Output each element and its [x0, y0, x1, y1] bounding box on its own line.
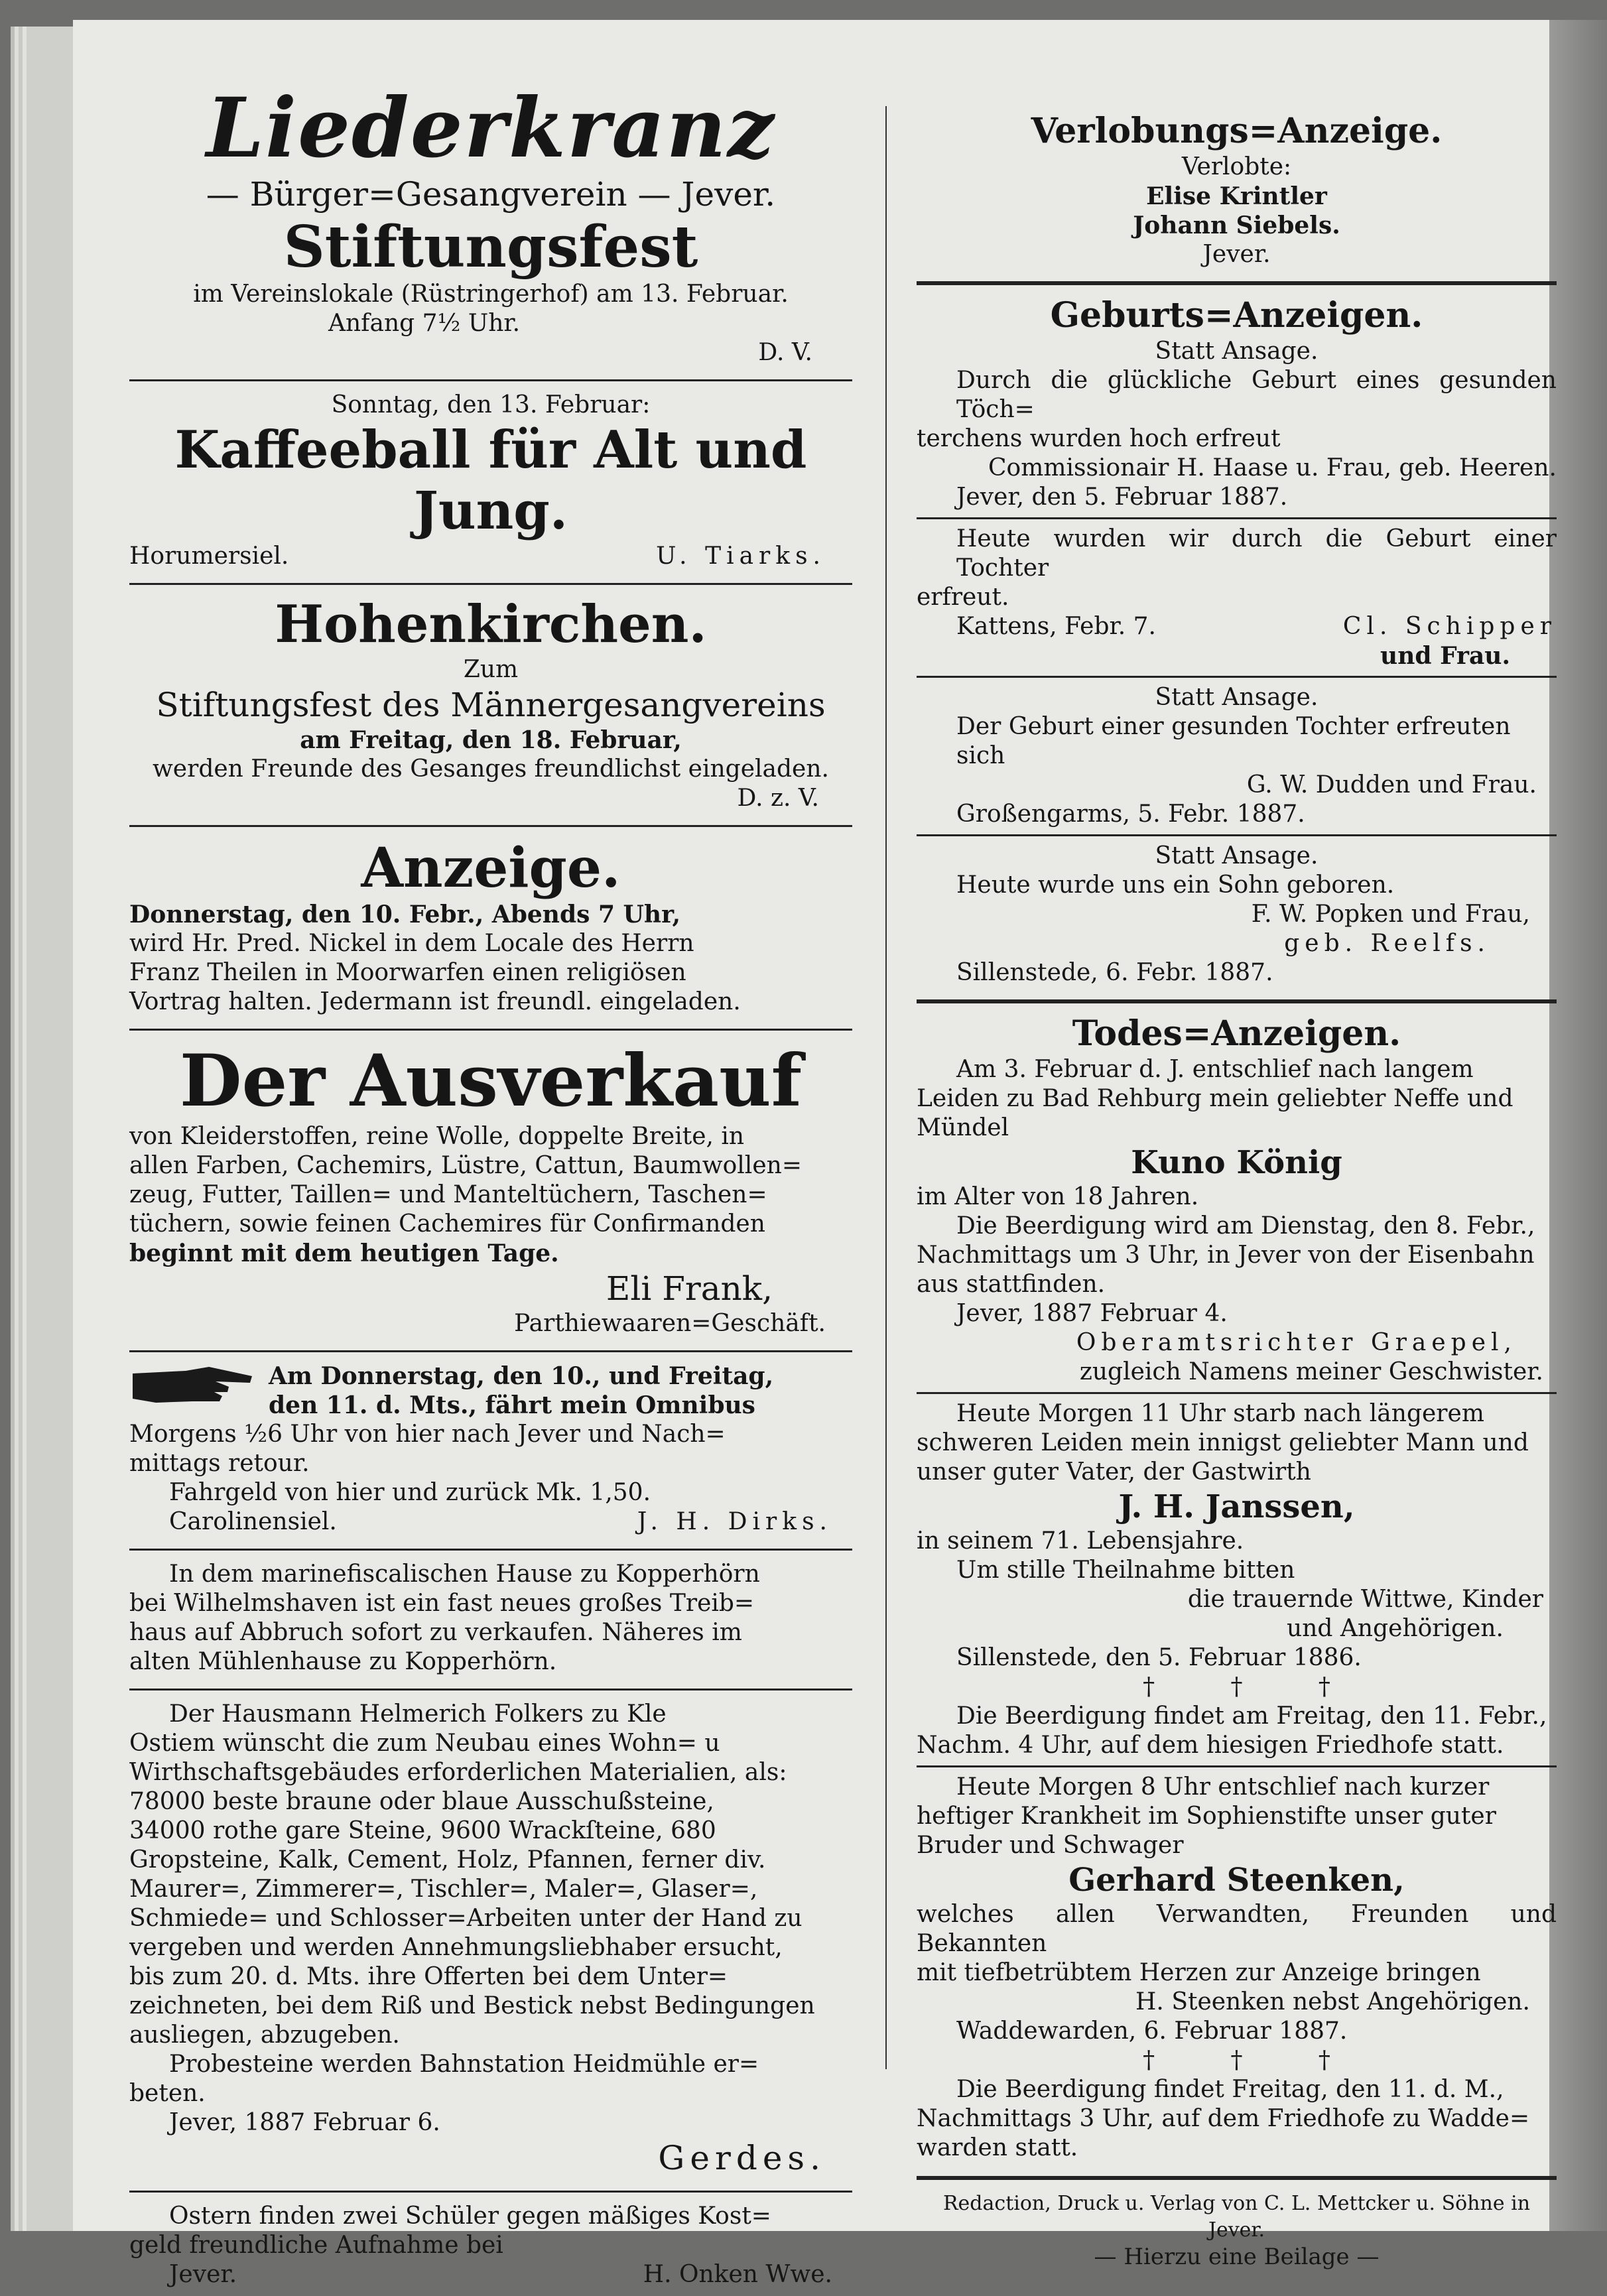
geburt-a2-sign1: Cl. Schipper	[1342, 613, 1557, 640]
rule	[129, 1549, 852, 1551]
liederkranz-subtitle: — Bürger=Gesangverein — Jever.	[206, 175, 776, 214]
ausverkauf-line: tüchern, sowie feinen Cachemires für Confirmanden	[129, 1210, 765, 1238]
omnibus-line3: Morgens ½6 Uhr von hier nach Jever und Nach=	[129, 1421, 726, 1448]
ad-anzeige	[129, 832, 852, 1023]
geburt-a1-line: terchens wurden hoch erfreut	[917, 425, 1281, 452]
anzeige-line: wird Hr. Pred. Nickel in dem Locale des Herrn	[129, 930, 694, 957]
omnibus-footer	[129, 1507, 852, 1537]
todes-t3-line: Bruder und Schwager	[917, 1832, 1184, 1859]
verlobung-name1: Elise Krintler	[1146, 182, 1327, 210]
kaffeeball-heading: Kaffeeball für Alt und Jung.	[174, 420, 807, 541]
ausverkauf-line: allen Farben, Cachemirs, Lüstre, Cattun, Baumwollen=	[129, 1152, 802, 1179]
geburt-a3-date: Großengarms, 5. Febr. 1887.	[956, 800, 1305, 828]
ad-folkers	[129, 1696, 852, 2185]
folkers-line: 78000 beste braune oder blaue Ausschußsteine,	[129, 1788, 714, 1815]
folkers-line: Maurer=, Zimmerer=, Tischler=, Maler=, Glaser=,	[129, 1876, 758, 1903]
right-column	[917, 106, 1557, 2277]
rule	[129, 583, 852, 585]
treibhaus-line: alten Mühlenhause zu Kopperhörn.	[129, 1648, 557, 1675]
ad-treibhaus	[129, 1556, 852, 1683]
imprint	[917, 2187, 1557, 2277]
todes-t3-name: Gerhard Steenken,	[1068, 1862, 1405, 1899]
todes-t3-date: Waddewarden, 6. Februar 1887.	[956, 2017, 1348, 2045]
geburt-a2-line: erfreut.	[917, 584, 1009, 611]
ausverkauf-heading: Der Ausverkauf	[179, 1039, 803, 1123]
folkers-line: Ostiem wünscht die zum Neubau eines Wohn= u	[129, 1730, 720, 1757]
folkers-line: Probesteine werden Bahnstation Heidmühle er=	[169, 2051, 759, 2078]
folkers-line: Gropsteine, Kalk, Cement, Holz, Pfannen, ferner div.	[129, 1846, 766, 1874]
anzeige-line: Donnerstag, den 10. Febr., Abends 7 Uhr,	[129, 901, 680, 928]
geburt-a4-text: Heute wurde uns ein Sohn geboren.	[956, 871, 1395, 899]
geburt-a2-footer	[917, 612, 1557, 641]
omnibus-sign: J. H. Dirks.	[637, 1508, 832, 1535]
geburt-a2-sign2: und Frau.	[1380, 642, 1510, 670]
omnibus-fare: Fahrgeld von hier und zurück Mk. 1,50.	[169, 1479, 651, 1506]
todes-t3-text: welches allen Verwandten, Freunden und Bekannten	[917, 1901, 1557, 1957]
treibhaus-line: haus auf Abbruch sofort zu verkaufen. Näheres im	[129, 1619, 742, 1646]
liederkranz-title: Liederkranz	[206, 80, 776, 176]
todes-t1-line: Am 3. Februar d. J. entschlief nach langem	[956, 1056, 1474, 1083]
treibhaus-line: In dem marinefiscalischen Hause zu Kopperhörn	[169, 1561, 760, 1588]
liederkranz-line2: Anfang 7½ Uhr.	[328, 310, 521, 337]
verlobung-name2: Johann Siebels.	[1133, 212, 1340, 239]
todes-t2-line: schweren Leiden mein innigst geliebter Mann und	[917, 1429, 1529, 1456]
ausverkauf-line: zeug, Futter, Taillen= und Manteltüchern, Taschen=	[129, 1181, 767, 1208]
ad-omnibus	[129, 1358, 852, 1543]
todes-t1-burial: aus stattfinden.	[917, 1271, 1106, 1298]
rule	[917, 517, 1557, 519]
todes-t1-burial: Nachmittags um 3 Uhr, in Jever von der Eisenbahn	[917, 1242, 1535, 1269]
folkers-sign: Gerdes.	[658, 2139, 826, 2177]
pointing-hand-icon	[129, 1362, 255, 1408]
folkers-line: beten.	[129, 2080, 206, 2107]
todes-t2-line: Heute Morgen 11 Uhr starb nach längerem	[956, 1400, 1484, 1427]
geburt-a4-sign1: F. W. Popken und Frau,	[1251, 901, 1530, 928]
geburt-heading: Geburts=Anzeigen.	[1050, 295, 1423, 336]
ad-liederkranz	[129, 80, 852, 374]
geburt-a2-place: Kattens, Febr. 7.	[956, 613, 1156, 640]
todes-t3-sign: H. Steenken nebst Angehörigen.	[1135, 1988, 1530, 2015]
hohenkirchen-invite: werden Freunde des Gesanges freundlichst eingeladen.	[152, 755, 829, 783]
folkers-line: 34000 rothe gare Steine, 9600 Wrackſteine, 680	[129, 1817, 716, 1844]
folkers-line: Wirthschaftsgebäudes erforderlichen Materialien, als:	[129, 1759, 787, 1786]
geburt-a1-sign: Commissionair H. Haase u. Frau, geb. Heeren.	[988, 454, 1557, 481]
omnibus-line1: Am Donnerstag, den 10., und Freitag,	[269, 1362, 774, 1390]
rule	[917, 834, 1557, 836]
todes-t3-line: Heute Morgen 8 Uhr entschlief nach kurzer	[956, 1773, 1490, 1801]
todes-t1-date: Jever, 1887 Februar 4.	[956, 1300, 1228, 1327]
todes-t2-crosses: † † †	[1143, 1673, 1330, 1700]
verlobung-heading: Verlobungs=Anzeige.	[1031, 111, 1443, 151]
geburt-a4-sign2: geb. Reelfs.	[1284, 930, 1490, 957]
todes-t1-name: Kuno König	[1131, 1144, 1342, 1181]
ausverkauf-firm: Parthiewaaren=Geschäft.	[514, 1310, 826, 1337]
rule	[917, 2176, 1557, 2180]
todes-t1-burial: Die Beerdigung wird am Dienstag, den 8. Febr.,	[956, 1212, 1535, 1240]
todes-t3-text: mit tiefbetrübtem Herzen zur Anzeige bringen	[917, 1959, 1481, 1986]
folkers-line: zeichneten, bei dem Riß und Bestick nebst Bedingungen	[129, 1992, 815, 2019]
folkers-line: vergeben und werden Annehmungsliebhaber ersucht,	[129, 1934, 783, 1961]
todes-t2-burial: Die Beerdigung findet am Freitag, den 11. Febr.,	[956, 1702, 1547, 1730]
anzeige-heading: Anzeige.	[361, 836, 621, 900]
geburt-a1-date: Jever, den 5. Februar 1887.	[956, 483, 1288, 511]
todes-t2-burial: Nachm. 4 Uhr, auf dem hiesigen Friedhofe statt.	[917, 1732, 1504, 1759]
schueler-place: Jever.	[169, 2261, 237, 2288]
rule	[917, 999, 1557, 1003]
rule	[129, 1029, 852, 1031]
liederkranz-heading: Stiftungsfest	[283, 214, 698, 281]
geburt-a2-line: Heute wurden wir durch die Geburt einer Tochter	[956, 525, 1557, 582]
geburt-a3-statt: Statt Ansage.	[1155, 684, 1318, 711]
todes-t3-burial: warden statt.	[917, 2134, 1078, 2161]
verlobung-place: Jever.	[1202, 241, 1271, 268]
imprint-line2: — Hierzu eine Beilage —	[1094, 2244, 1380, 2270]
anzeige-line: Franz Theilen in Moorwarfen einen religiösen	[129, 959, 686, 986]
geburt-a4-statt: Statt Ansage.	[1155, 842, 1318, 869]
omnibus-place: Carolinensiel.	[169, 1508, 337, 1535]
kaffeeball-date: Sonntag, den 13. Februar:	[331, 391, 651, 418]
rule	[129, 379, 852, 381]
rule	[129, 1350, 852, 1352]
kaffeeball-place: Horumersiel.	[129, 542, 289, 570]
hohenkirchen-sign: D. z. V.	[737, 785, 819, 812]
todes-t1-age: im Alter von 18 Jahren.	[917, 1183, 1199, 1210]
liederkranz-sign: D. V.	[758, 339, 812, 366]
hohenkirchen-date: am Freitag, den 18. Februar,	[300, 726, 682, 754]
ausverkauf-line: von Kleiderstoffen, reine Wolle, doppelte Breite, in	[129, 1123, 745, 1150]
folkers-line: Der Hausmann Helmerich Folkers zu Kle	[169, 1700, 667, 1728]
folkers-line: ausliegen, abzugeben.	[129, 2021, 400, 2049]
todes-t2-sign2: und Angehörigen.	[1287, 1615, 1504, 1642]
geburt-a1-line: Durch die glückliche Geburt eines gesunden Töch=	[956, 367, 1557, 423]
rule	[917, 281, 1557, 285]
todes-t1-line: Mündel	[917, 1114, 1009, 1141]
omnibus-line4: mittags retour.	[129, 1450, 310, 1477]
rule	[129, 2191, 852, 2193]
hohenkirchen-zum: Zum	[463, 656, 519, 683]
geburt-statt: Statt Ansage.	[1155, 338, 1318, 365]
todes-t2-date: Sillenstede, den 5. Februar 1886.	[956, 1644, 1362, 1671]
omnibus-top	[129, 1362, 852, 1420]
ad-verlobung	[917, 106, 1557, 276]
ad-ausverkauf	[129, 1036, 852, 1345]
schueler-sign: H. Onken Wwe.	[643, 2261, 832, 2288]
ad-geburt	[917, 290, 1557, 994]
todes-t3-crosses: † † †	[1143, 2047, 1330, 2074]
todes-t2-name: J. H. Janssen,	[1118, 1488, 1355, 1525]
schueler-line2: geld freundliche Aufnahme bei	[129, 2232, 503, 2259]
ad-hohenkirchen	[129, 590, 852, 820]
geburt-a3-sign: G. W. Dudden und Frau.	[1246, 771, 1537, 798]
ad-schueler	[129, 2198, 852, 2296]
ad-todes	[917, 1009, 1557, 2169]
todes-heading: Todes=Anzeigen.	[1072, 1013, 1401, 1054]
todes-t1-line: Leiden zu Bad Rehburg mein geliebter Neffe und	[917, 1085, 1513, 1112]
omnibus-head	[255, 1362, 852, 1420]
rule	[129, 1689, 852, 1690]
anzeige-line: Vortrag halten. Jedermann ist freundl. eingeladen.	[129, 988, 741, 1015]
todes-t2-age: in seinem 71. Lebensjahre.	[917, 1527, 1244, 1555]
ad-kaffeeball	[129, 387, 852, 578]
omnibus-line2: den 11. d. Mts., fährt mein Omnibus	[269, 1391, 755, 1419]
todes-t3-burial: Nachmittags 3 Uhr, auf dem Friedhofe zu Wadde=	[917, 2105, 1530, 2132]
liederkranz-line1: im Vereinslokale (Rüstringerhof) am 13. Februar.	[193, 281, 789, 308]
treibhaus-line: bei Wilhelmshaven ist ein fast neues großes Treib=	[129, 1590, 755, 1617]
todes-t1-sign1: Oberamtsrichter Graepel,	[1076, 1329, 1517, 1356]
todes-t2-sign1: die trauernde Wittwe, Kinder	[1187, 1586, 1543, 1613]
verlobung-label: Verlobte:	[1181, 153, 1292, 180]
rule	[917, 1765, 1557, 1767]
rule	[129, 825, 852, 827]
hohenkirchen-fest: Stiftungsfest des Männergesangvereins	[156, 686, 826, 724]
geburt-a4-date: Sillenstede, 6. Febr. 1887.	[956, 959, 1273, 986]
folkers-line: bis zum 20. d. Mts. ihre Offerten bei dem Unter=	[129, 1963, 728, 1990]
rule	[917, 676, 1557, 678]
folkers-line: Schmiede= und Schlosser=Arbeiten unter der Hand zu	[129, 1905, 803, 1932]
left-column	[129, 80, 852, 2296]
todes-t1-sign2: zugleich Namens meiner Geschwister.	[1079, 1358, 1543, 1385]
schueler-line1: Ostern finden zwei Schüler gegen mäßiges Kost=	[169, 2202, 771, 2230]
todes-t3-line: heftiger Krankheit im Sophienstifte unser guter	[917, 1803, 1496, 1830]
hohenkirchen-heading: Hohenkirchen.	[275, 594, 707, 655]
schueler-footer	[129, 2260, 852, 2289]
todes-t2-line: unser guter Vater, der Gastwirth	[917, 1458, 1311, 1486]
rule	[917, 1392, 1557, 1394]
ausverkauf-begins: beginnt mit dem heutigen Tage.	[129, 1240, 559, 1267]
kaffeeball-sign: U. Tiarks.	[656, 542, 826, 570]
column-divider	[885, 106, 887, 2069]
kaffeeball-footer	[129, 542, 852, 571]
geburt-a3-text: Der Geburt einer gesunden Tochter erfreuten sich	[956, 713, 1511, 769]
imprint-line1: Redaction, Druck u. Verlag von C. L. Mettcker u. Söhne in Jever.	[942, 2192, 1531, 2242]
page-binding	[1549, 20, 1607, 2231]
ausverkauf-name: Eli Frank,	[606, 1269, 773, 1308]
todes-t2-ask: Um stille Theilnahme bitten	[956, 1557, 1295, 1584]
folkers-date: Jever, 1887 Februar 6.	[169, 2109, 440, 2136]
todes-t3-burial: Die Beerdigung findet Freitag, den 11. d. M.,	[956, 2076, 1504, 2103]
